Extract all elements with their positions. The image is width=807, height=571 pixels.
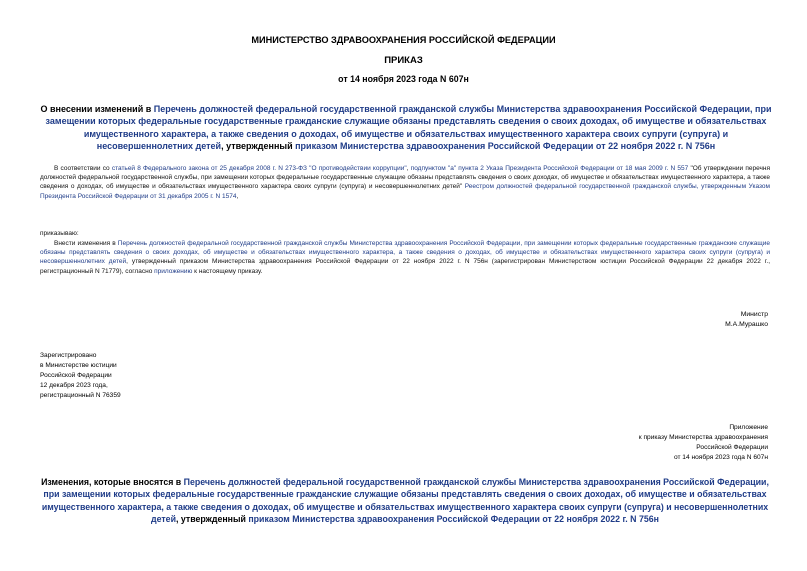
- p2-end: к настоящему приказу.: [192, 267, 263, 275]
- decree-link[interactable]: подпунктом "а" пункта 2 Указа Президента Российской Федерации от 18 мая 2009 г. N 557: [410, 165, 689, 172]
- title-list-link[interactable]: Перечень должностей федеральной государственной гражданской службы Министерства здравоохранения Российской Федерации, при замещении которых федеральные государственные гражданские служащие обязаны представлять сведения о своих доходах, об имуществе и обязательствах имущественного характера, а также сведения о доходах, об имуществе и обязательствах имущественного характера своих супруги (супруга) и несовершеннолетних детей: [45, 104, 772, 151]
- registration-date: 12 декабря 2023 года,: [40, 382, 108, 389]
- appendix-date: от 14 ноября 2023 года N 607н: [673, 454, 768, 461]
- order-title: [36, 103, 776, 152]
- ministry-heading: МИНИСТЕРСТВО ЗДРАВООХРАНЕНИЯ РОССИЙСКОЙ ФЕДЕРАЦИИ: [251, 35, 556, 45]
- appendix-line: Приложение: [729, 424, 768, 431]
- title-middle: , утвержденный: [221, 140, 296, 151]
- registration-line: Зарегистрировано: [40, 352, 97, 359]
- appendix-title-list-link[interactable]: Перечень должностей федеральной государственной гражданской службы Министерства здравоохранения Российской Федерации, при замещении которых федеральные государственные гражданские служащие обязаны представлять сведения о своих доходах, об имуществе и обязательствах имущественного характера, а также сведения о доходах, об имуществе и обязательствах имущественного характера своих супруги (супруга) и несовершеннолетних детей: [41, 477, 769, 524]
- appendix-title: [40, 476, 770, 525]
- registry-link[interactable]: Реестром должностей федеральной государственной гражданской службы, утвержденным Указом Президента Российской Федерации от 31 декабря 2005 г. N 1574: [40, 183, 770, 200]
- registration-block: [40, 351, 240, 401]
- signer-name: М.А.Мурашко: [725, 321, 768, 328]
- appendix-title-prefix: Изменения, которые вносятся в: [41, 477, 184, 487]
- appendix-title-order-link[interactable]: приказом Министерства здравоохранения Российской Федерации от 22 ноября 2022 г. N 756н: [248, 513, 659, 524]
- title-prefix: О внесении изменений в: [40, 104, 154, 114]
- preamble-paragraph: [40, 164, 770, 201]
- prikazyvayu-text: приказываю:: [40, 230, 79, 237]
- p1-sep: ,: [406, 165, 411, 172]
- order-paragraph: [40, 239, 770, 276]
- law-article-link[interactable]: статьей 8 Федерального закона от 25 декабря 2008 г. N 273-ФЗ "О противодействии коррупции": [111, 165, 407, 172]
- appendix-link[interactable]: приложению: [154, 267, 193, 275]
- appendix-header: [560, 423, 768, 463]
- list-link[interactable]: Перечень должностей федеральной государственной гражданской службы Министерства здравоохранения Российской Федерации, при замещении которых федеральные государственные гражданские служащие обязаны представлять сведения о своих доходах, об имуществе и обязательствах имущественного характера, а также сведения о доходах, об имуществе и обязательствах имущественного характера своих супруги (супруга) и несовершеннолетних детей: [40, 240, 770, 266]
- appendix-line: к приказу Министерства здравоохранения: [638, 434, 768, 441]
- registration-line: Российской Федерации: [40, 372, 112, 379]
- p1-prefix: В соответствии со: [54, 165, 112, 172]
- signer-position: Министр: [740, 311, 768, 318]
- appendix-title-middle: , утвержденный: [176, 513, 249, 524]
- order-heading: ПРИКАЗ: [384, 55, 423, 66]
- p1-end: ,: [236, 192, 239, 200]
- registration-number: регистрационный N 76359: [40, 392, 121, 399]
- p1-middle: "Об утверждении перечня должностей федеральной государственной службы, при замещении которых федеральные государственные служащие обязаны представлять сведения о своих доходах, об имуществе и обязательствах имущественного характера, а также сведения о доходах, об имуществе и обязательствах имущественного характера своих супруги (супруга) и несовершеннолетних детей": [40, 165, 770, 191]
- signature-block: [640, 310, 768, 330]
- p2-middle: , утвержденный приказом Министерства здравоохранения Российской Федерации от 22 ноября 2022 г. N 756н (зарегистрирован Министерством юстиции Российской Федерации 22 декабря 2022 г., регистрационный N 71779), согласно: [40, 258, 770, 275]
- title-order-link[interactable]: приказом Министерства здравоохранения Российской Федерации от 22 ноября 2022 г. N 756н: [295, 140, 716, 151]
- appendix-line: Российской Федерации: [696, 444, 768, 451]
- p2-prefix: Внести изменения в: [54, 240, 118, 247]
- order-date: от 14 ноября 2023 года N 607н: [338, 74, 469, 84]
- registration-line: в Министерстве юстиции: [40, 362, 117, 369]
